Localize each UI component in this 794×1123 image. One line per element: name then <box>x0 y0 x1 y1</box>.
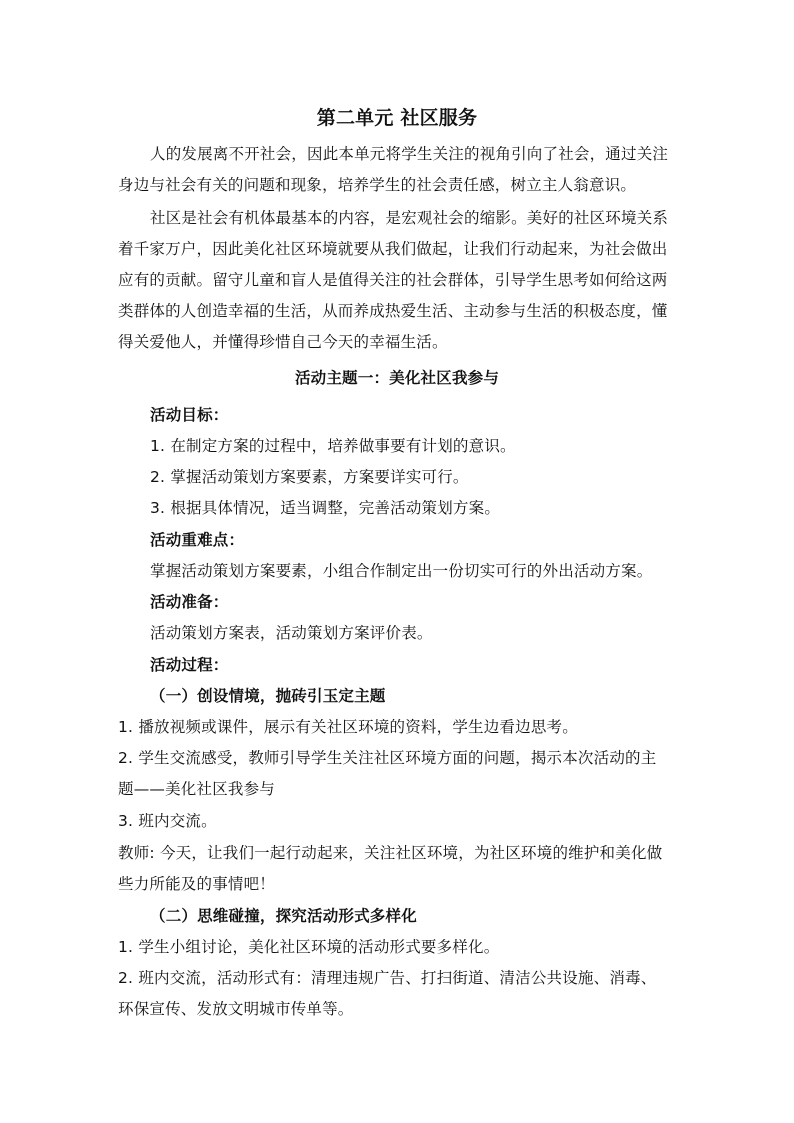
goal-item: 3. 根据具体情况，适当调整，完善活动策划方案。 <box>150 499 501 517</box>
difficulty-text: 掌握活动策划方案要素，小组合作制定出一份切实可行的外出活动方案。 <box>150 562 653 580</box>
intro-line-3: 社区是社会有机体最基本的内容，是宏观社会的缩影。美好的社区环境关系 <box>150 209 669 227</box>
intro-line-2: 身边与社会有关的问题和现象，培养学生的社会责任感，树立主人翁意识。 <box>118 176 637 194</box>
topic-title: 活动主题一：美化社区我参与 <box>294 369 500 387</box>
section1-item: 1. 播放视频或课件，展示有关社区环境的资料，学生边看边思考。 <box>118 718 578 736</box>
goals-heading: 活动目标： <box>150 406 229 424</box>
section1-item: 题——美化社区我参与 <box>118 780 276 798</box>
section1-item: 2. 学生交流感受，教师引导学生关注社区环境方面的问题，揭示本次活动的主 <box>118 749 657 767</box>
section2-heading: （二）思维碰撞，探究活动形式多样化 <box>150 907 417 925</box>
section1-item: 3. 班内交流。 <box>118 812 217 830</box>
intro-line-7: 得关爱他人，并懂得珍惜自己今天的幸福生活。 <box>118 333 448 351</box>
section1-heading: （一）创设情境，抛砖引玉定主题 <box>150 687 386 705</box>
section2-item: 1. 学生小组讨论，美化社区环境的活动形式要多样化。 <box>118 938 500 956</box>
prep-text: 活动策划方案表，活动策划方案评价表。 <box>150 624 433 642</box>
intro-line-5: 应有的贡献。留守儿童和盲人是值得关注的社会群体，引导学生思考如何给这两 <box>118 271 668 289</box>
process-heading: 活动过程： <box>150 656 229 674</box>
section2-item: 环保宣传、发放文明城市传单等。 <box>118 1000 354 1018</box>
intro-line-6: 类群体的人创造幸福的生活，从而养成热爱生活、主动参与生活的积极态度，懂 <box>118 302 668 320</box>
section1-item: 些力所能及的事情吧！ <box>118 875 276 893</box>
goal-item: 1. 在制定方案的过程中，培养做事要有计划的意识。 <box>150 437 516 455</box>
difficulty-heading: 活动重难点： <box>150 531 245 549</box>
unit-title: 第二单元 社区服务 <box>316 107 478 129</box>
goal-item: 2. 掌握活动策划方案要素，方案要详实可行。 <box>150 468 469 486</box>
section2-item: 2. 班内交流，活动形式有：清理违规广告、打扫街道、清洁公共设施、消毒、 <box>118 969 657 987</box>
section1-item: 教师: 今天，让我们一起行动起来，关注社区环境，为社区环境的维护和美化做 <box>118 844 663 862</box>
intro-line-1: 人的发展离不开社会，因此本单元将学生关注的视角引向了社会，通过关注 <box>150 145 669 163</box>
intro-line-4: 着千家万户，因此美化社区环境就要从我们做起，让我们行动起来，为社会做出 <box>118 240 668 258</box>
prep-heading: 活动准备： <box>150 593 229 611</box>
